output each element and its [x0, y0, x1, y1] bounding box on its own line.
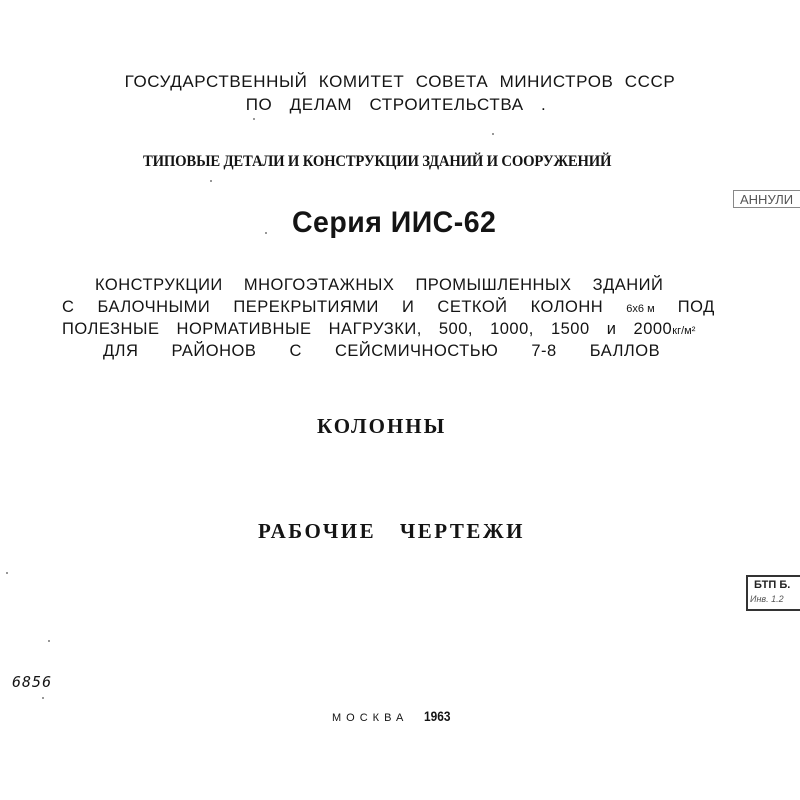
- btp-stamp: [746, 575, 800, 611]
- column-grid-size: 6х6 м: [626, 303, 655, 315]
- collection-title: ТИПОВЫЕ ДЕТАЛИ И КОНСТРУКЦИИ ЗДАНИЙ И СООРУЖЕНИЙ: [143, 153, 612, 170]
- ministry-header-line1: ГОСУДАРСТВЕННЫЙ КОМИТЕТ СОВЕТА МИНИСТРОВ СССР: [124, 72, 676, 91]
- description-line2-text: С БАЛОЧНЫМИ ПЕРЕКРЫТИЯМИ И СЕТКОЙ КОЛОНН: [62, 298, 604, 316]
- section-title: КОЛОННЫ: [317, 414, 447, 438]
- scan-speck: [492, 133, 494, 135]
- scan-speck: [6, 572, 8, 574]
- description-line1: КОНСТРУКЦИИ МНОГОЭТАЖНЫХ ПРОМЫШЛЕННЫХ ЗДАНИЙ: [95, 276, 664, 294]
- load-values: ПОЛЕЗНЫЕ НОРМАТИВНЫЕ НАГРУЗКИ, 500, 1000, 1500 и 2000: [62, 320, 673, 338]
- description-line3: [62, 320, 695, 339]
- load-unit: кг/м²: [672, 325, 696, 337]
- imprint-year: 1963: [424, 708, 451, 724]
- btp-stamp-line2: Инв. 1.2: [750, 594, 784, 604]
- scan-speck: [253, 118, 255, 120]
- scan-speck: [48, 640, 50, 642]
- inventory-number: 6856: [12, 673, 53, 691]
- btp-stamp-line1: БТП Б.: [754, 579, 791, 591]
- series-title: Серия ИИС-62: [292, 206, 497, 239]
- scan-speck: [265, 232, 267, 234]
- description-line4: ДЛЯ РАЙОНОВ С СЕЙСМИЧНОСТЬЮ 7-8 БАЛЛОВ: [103, 342, 661, 360]
- scan-speck: [210, 180, 212, 182]
- scan-speck: [42, 697, 44, 699]
- document-type: РАБОЧИЕ ЧЕРТЕЖИ: [258, 519, 525, 543]
- imprint-city: МОСКВА: [332, 712, 409, 724]
- description-line2-end: ПОД: [677, 298, 715, 316]
- description-line2: [62, 298, 715, 317]
- annulled-stamp: АННУЛИ: [733, 190, 800, 208]
- ministry-header-line2: ПО ДЕЛАМ СТРОИТЕЛЬСТВА .: [245, 95, 547, 114]
